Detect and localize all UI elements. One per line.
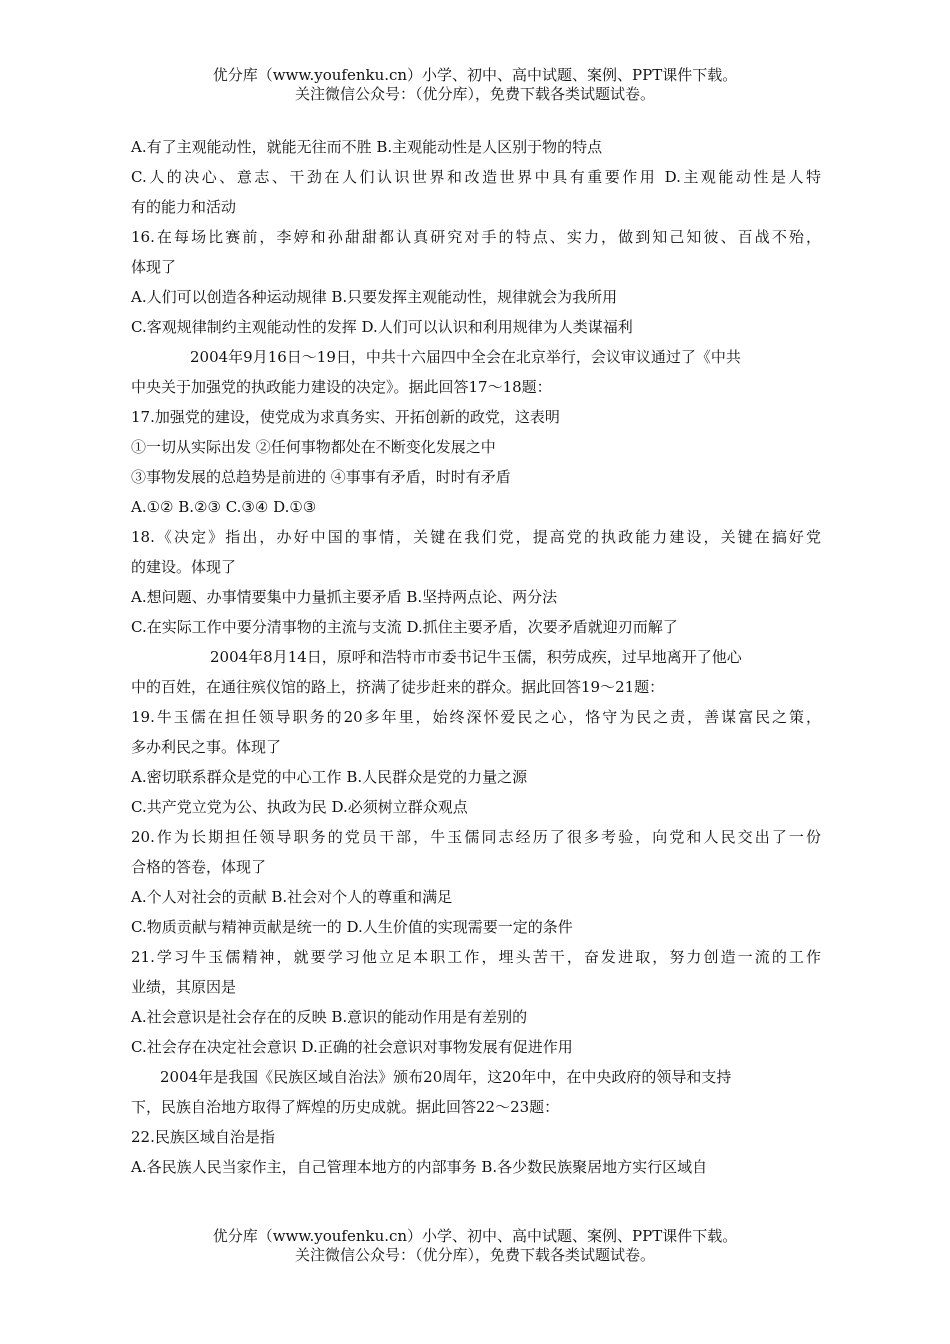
text-line: 多办利民之事。体现了 bbox=[131, 738, 282, 756]
text-line: C.共产党立党为公、执政为民 D.必须树立群众观点 bbox=[131, 798, 468, 816]
text-line: C.在实际工作中要分清事物的主流与支流 D.抓住主要矛盾，次要矛盾就迎刃而解了 bbox=[131, 618, 678, 636]
page-header-line-2: 关注微信公众号：（优分库），免费下载各类试题试卷。 bbox=[294, 85, 655, 103]
text-line: 17.加强党的建设，使党成为求真务实、开拓创新的政党，这表明 bbox=[131, 408, 560, 426]
text-line: 业绩，其原因是 bbox=[131, 978, 237, 996]
text-line: 20.作为长期担任领导职务的党员干部，牛玉儒同志经历了很多考验，向党和人民交出了一份 bbox=[131, 828, 821, 846]
text-line: 2004年9月16日～19日，中共十六届四中全会在北京举行，会议审议通过了《中共 bbox=[190, 348, 741, 366]
text-line: 21.学习牛玉儒精神，就要学习他立足本职工作，埋头苦干，奋发进取，努力创造一流的工作 bbox=[131, 948, 821, 966]
text-line: ③事物发展的总趋势是前进的 ④事事有矛盾，时时有矛盾 bbox=[131, 468, 511, 486]
text-line: A.密切联系群众是党的中心工作 B.人民群众是党的力量之源 bbox=[131, 768, 528, 786]
text-line: 合格的答卷，体现了 bbox=[131, 858, 267, 876]
text-line: A.有了主观能动性，就能无往而不胜 B.主观能动性是人区别于物的特点 bbox=[131, 138, 603, 156]
text-line: 19.牛玉儒在担任领导职务的20多年里，始终深怀爱民之心，恪守为民之责，善谋富民之策， bbox=[131, 708, 821, 726]
text-line: 2004年是我国《民族区域自治法》颁布20周年，这20年中，在中央政府的领导和支持 bbox=[160, 1068, 732, 1086]
text-line: ①一切从实际出发 ②任何事物都处在不断变化发展之中 bbox=[131, 438, 496, 456]
text-line: A.人们可以创造各种运动规律 B.只要发挥主观能动性，规律就会为我所用 bbox=[131, 288, 618, 306]
text-line: C.人的决心、意志、干劲在人们认识世界和改造世界中具有重要作用 D.主观能动性是人特 bbox=[131, 168, 821, 186]
text-line: A.想问题、办事情要集中力量抓主要矛盾 B.坚持两点论、两分法 bbox=[131, 588, 558, 606]
text-line: 中的百姓，在通往殡仪馆的路上，挤满了徒步赶来的群众。据此回答19～21题： bbox=[131, 678, 665, 696]
page-footer-line-1: 优分库（www.youfenku.cn）小学、初中、高中试题、案例、PPT课件下载。 bbox=[212, 1227, 738, 1245]
text-line: 22.民族区域自治是指 bbox=[131, 1128, 275, 1146]
text-line: 体现了 bbox=[131, 258, 177, 276]
page-footer-line-2: 关注微信公众号：（优分库），免费下载各类试题试卷。 bbox=[294, 1246, 655, 1264]
text-line: 中央关于加强党的执政能力建设的决定》。据此回答17～18题： bbox=[131, 378, 552, 396]
text-line: C.客观规律制约主观能动性的发挥 D.人们可以认识和利用规律为人类谋福利 bbox=[131, 318, 633, 336]
text-line: 18.《决定》指出，办好中国的事情，关键在我们党，提高党的执政能力建设，关键在搞好党 bbox=[131, 528, 821, 546]
text-line: A.个人对社会的贡献 B.社会对个人的尊重和满足 bbox=[131, 888, 453, 906]
text-line: 下，民族自治地方取得了辉煌的历史成就。据此回答22～23题： bbox=[131, 1098, 560, 1116]
text-line: A.①② B.②③ C.③④ D.①③ bbox=[131, 498, 317, 516]
text-line: A.社会意识是社会存在的反映 B.意识的能动作用是有差别的 bbox=[131, 1008, 528, 1026]
text-line: 的建设。体现了 bbox=[131, 558, 237, 576]
text-line: A.各民族人民当家作主，自己管理本地方的内部事务 B.各少数民族聚居地方实行区域自 bbox=[131, 1158, 708, 1176]
page-header-line-1: 优分库（www.youfenku.cn）小学、初中、高中试题、案例、PPT课件下载。 bbox=[212, 66, 738, 84]
text-line: 2004年8月14日，原呼和浩特市市委书记牛玉儒，积劳成疾，过早地离开了他心 bbox=[210, 648, 742, 666]
text-line: C.社会存在决定社会意识 D.正确的社会意识对事物发展有促进作用 bbox=[131, 1038, 573, 1056]
text-line: 16.在每场比赛前，李婷和孙甜甜都认真研究对手的特点、实力，做到知己知彼、百战不殆， bbox=[131, 228, 821, 246]
text-line: 有的能力和活动 bbox=[131, 198, 237, 216]
text-line: C.物质贡献与精神贡献是统一的 D.人生价值的实现需要一定的条件 bbox=[131, 918, 573, 936]
